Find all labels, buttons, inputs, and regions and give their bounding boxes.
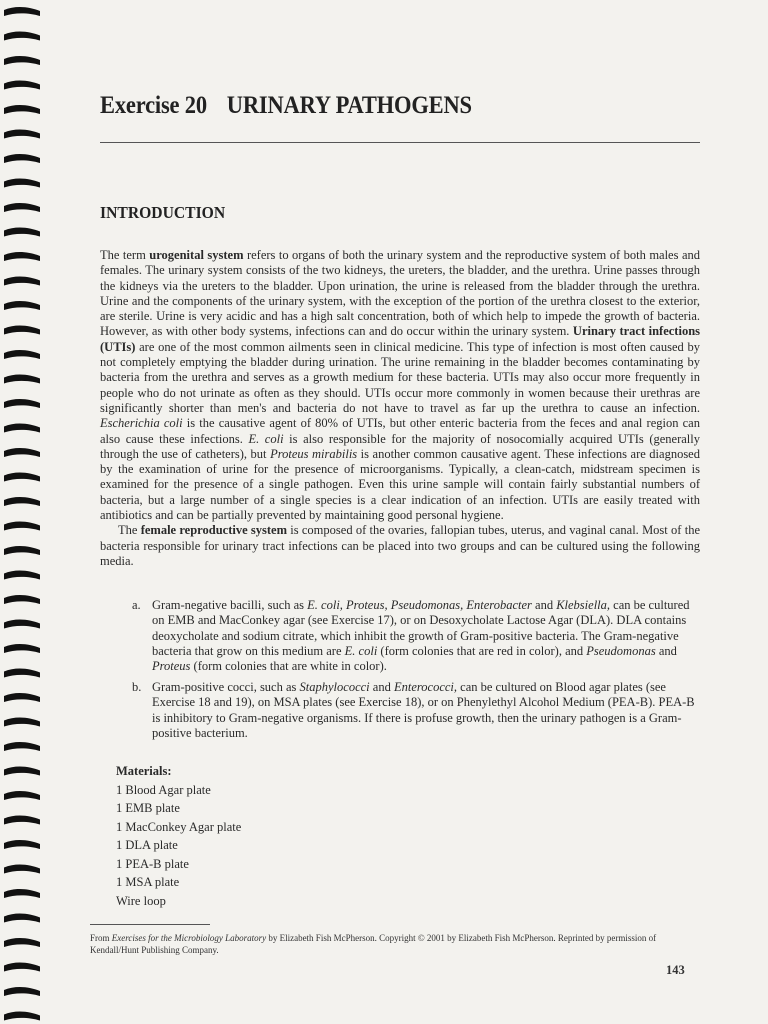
binding-coil: [4, 81, 40, 90]
binding-coil: [4, 7, 40, 16]
binding-coil: [4, 399, 40, 408]
binding-coil: [4, 179, 40, 188]
footnote: From Exercises for the Microbiology Laboratory by Elizabeth Fish McPherson. Copyright © 2001 by Elizabeth Fish McPherson. Reprinted by permission of Kendall/Hunt Publishing Company.: [90, 933, 657, 955]
binding-coil: [4, 105, 40, 114]
binding-coil: [4, 644, 40, 653]
page-number: 143: [666, 963, 685, 977]
footnote-rule: [90, 924, 210, 925]
binding-coil: [4, 816, 40, 825]
binding-coil: [4, 742, 40, 751]
binding-coil: [4, 889, 40, 898]
binding-coil: [4, 473, 40, 482]
binding-coil: [4, 252, 40, 261]
binding-coil: [4, 718, 40, 727]
binding-coil: [4, 1012, 40, 1021]
binding-coil: [4, 669, 40, 678]
binding-coil: [4, 326, 40, 335]
list-item-a: [132, 598, 700, 674]
binding-coil: [4, 277, 40, 286]
list-label: a.: [132, 598, 141, 612]
exercise-number: Exercise 20: [100, 92, 207, 119]
binding-coil: [4, 203, 40, 212]
binding-coil: [4, 595, 40, 604]
binding-coil: [4, 791, 40, 800]
binding-coil: [4, 620, 40, 629]
material-item: Wire loop: [116, 893, 166, 908]
binding-coil: [4, 963, 40, 972]
binding-coil: [4, 228, 40, 237]
list-text: Gram-negative bacilli, such as E. coli, Proteus, Pseudomonas, Enterobacter and Klebsiella, can be cultured on EMB and MacConkey agar (see Exercise 17), or on Desoxycholate Lactose Agar (DLA). DLA contains deoxycholate and sodium citrate, which inhibit the growth of Gram-positive bacteria. The Gram-negative bacteria that grow on this medium are E. coli (form colonies that are red in color), and Pseudomonas and Proteus (form colonies that are white in color).: [152, 598, 690, 674]
binding-coil: [4, 448, 40, 457]
paragraph-female-reproductive: The female reproductive system is composed of the ovaries, fallopian tubes, uterus, and vaginal canal. Most of the bacteria responsible for urinary tract infections can be placed into two groups and can be cultured using the following media.: [100, 523, 700, 568]
list-item-b: [132, 680, 700, 741]
binding-coil: [4, 301, 40, 310]
materials-heading: Materials:: [116, 764, 172, 778]
spiral-binding: [0, 0, 52, 1024]
exercise-title: [100, 92, 472, 120]
binding-coil: [4, 914, 40, 923]
title-rule: [100, 142, 700, 143]
material-item: 1 MacConkey Agar plate: [116, 819, 242, 834]
binding-coil: [4, 497, 40, 506]
material-item: 1 EMB plate: [116, 801, 180, 815]
binding-coil: [4, 693, 40, 702]
binding-coil: [4, 375, 40, 384]
binding-coil: [4, 938, 40, 947]
binding-coil: [4, 522, 40, 531]
binding-coil: [4, 32, 40, 41]
introduction-body: [100, 248, 700, 569]
binding-coil: [4, 865, 40, 874]
list-text: Gram-positive cocci, such as Staphylococci and Enterococci, can be cultured on Blood agar plates (see Exercise 18 and 19), on MSA plates (see Exercise 18), or on Phenylethyl Alcohol Medium (PEA-B). PEA-B is inhibitory to Gram-negative organisms. If there is profuse growth, then the urinary pathogen is a Gram-positive bacterium.: [152, 680, 695, 740]
binding-coil: [4, 154, 40, 163]
binding-coil: [4, 987, 40, 996]
binding-coil: [4, 546, 40, 555]
introduction-heading: INTRODUCTION: [100, 203, 226, 222]
binding-coil: [4, 424, 40, 433]
paragraph-urogenital: The term urogenital system refers to organs of both the urinary system and the reproductive system of both males and females. The urinary system consists of the two kidneys, the ureters, the bladder, and the urethra. Urine passes through the kidneys via the ureters to the bladder. Upon urination, the urine is released from the bladder through the urethra. Urine and the components of the urinary system, with the exception of the portion of the urethra closest to the exterior, are sterile. Urine is very acidic and has a high salt concentration, both of which help to impede the growth of bacteria. However, as with other body systems, infections can and do occur within the urinary system. Urinary tract infections (UTIs) are one of the most common ailments seen in clinical medicine. This type of infection is most often caused by not completely emptying the bladder during urination. The urine remaining in the bladder becomes contaminating by bacteria from the urethra and serves as a growth medium for these bacteria. UTIs may also occur more frequently in people who do not urinate as often as they should. UTIs occur more commonly in women because their urethras are significantly shorter than men's and bacteria do not have to travel as far up the urethra to cause an infection. Escherichia coli is the causative agent of 80% of UTIs, but other enteric bacteria from the feces and anal region can also cause these infections. E. coli is also responsible for the majority of nosocomially acquired UTIs (generally through the use of catheters), but Proteus mirabilis is another common causative agent. These infections are diagnosed by the examination of urine for the presence of microorganisms. Typically, a clean-catch, midstream specimen is examined for the presence of a single pathogen. Even this urine sample will contain fairly substantial numbers of bacteria, but a large number of a single species is a clear indication of an infection. UTIs are easily treated with antibiotics and can be partially prevented by maintaining good personal hygiene.: [100, 248, 701, 523]
material-item: 1 Blood Agar plate: [116, 782, 211, 797]
material-item: 1 PEA-B plate: [116, 856, 189, 871]
exercise-name: URINARY PATHOGENS: [226, 92, 472, 119]
binding-coil: [4, 350, 40, 359]
materials-list: [116, 762, 241, 910]
list-label: b.: [132, 680, 142, 694]
binding-coil: [4, 571, 40, 580]
binding-coil: [4, 840, 40, 849]
material-item: 1 MSA plate: [116, 875, 180, 889]
binding-coil: [4, 767, 40, 776]
binding-coil: [4, 130, 40, 139]
material-item: 1 DLA plate: [116, 838, 178, 852]
binding-coil: [4, 56, 40, 65]
